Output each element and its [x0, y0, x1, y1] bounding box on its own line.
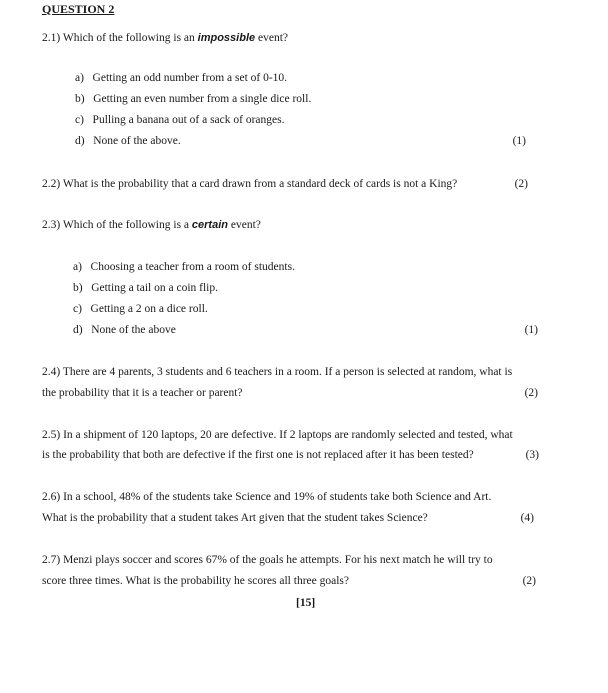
question-2-1-emphasis: impossible	[197, 32, 256, 44]
question-2-5-marks: (3)	[525, 449, 539, 461]
question-2-7-line-2: score three times. What is the probability he scores all three goals?	[42, 575, 349, 587]
question-2-3-option-c: c) Getting a 2 on a dice roll.	[73, 303, 208, 315]
question-2-4-marks: (2)	[524, 387, 538, 399]
question-2-1-marks: (1)	[512, 135, 526, 147]
question-2-3-prefix: 2.3) Which of the following is a	[42, 219, 192, 231]
question-2-2: 2.2) What is the probability that a card drawn from a standard deck of cards is not a King?	[42, 178, 458, 190]
question-2-3-suffix: event?	[227, 219, 261, 231]
question-2-3	[42, 218, 261, 232]
question-2-1	[42, 31, 288, 45]
question-2-6-line-1: 2.6) In a school, 48% of the students take Science and 19% of students take both Science and Art.	[42, 491, 492, 503]
question-2-6-marks: (4)	[520, 512, 534, 524]
question-2-3-marks: (1)	[524, 324, 538, 336]
question-2-1-prefix: 2.1) Which of the following is an	[42, 32, 198, 44]
question-2-1-option-d: d) None of the above.	[75, 135, 181, 147]
question-2-3-option-d: d) None of the above	[73, 324, 176, 336]
section-heading: QUESTION 2	[42, 2, 115, 16]
question-2-4-line-1: 2.4) There are 4 parents, 3 students and 6 teachers in a room. If a person is selected at random, what is	[42, 366, 513, 378]
question-2-1-suffix: event?	[255, 32, 289, 44]
question-2-5-line-1: 2.5) In a shipment of 120 laptops, 20 are defective. If 2 laptops are randomly selected and tested, what	[42, 429, 513, 441]
question-2-4-line-2: the probability that it is a teacher or parent?	[42, 387, 243, 399]
question-2-2-marks: (2)	[514, 178, 528, 190]
question-2-3-option-a: a) Choosing a teacher from a room of students.	[73, 261, 295, 273]
question-2-1-option-b: b) Getting an even number from a single dice roll.	[75, 93, 312, 105]
question-2-7-marks: (2)	[522, 575, 536, 587]
question-2-1-option-a: a) Getting an odd number from a set of 0-10.	[75, 72, 288, 84]
question-2-6-line-2: What is the probability that a student takes Art given that the student takes Science?	[42, 512, 428, 524]
question-2-1-option-c: c) Pulling a banana out of a sack of oranges.	[75, 114, 285, 126]
question-2-7-line-1: 2.7) Menzi plays soccer and scores 67% of the goals he attempts. For his next match he will try to	[42, 554, 493, 566]
total-marks: [15]	[296, 597, 316, 609]
question-2-3-option-b: b) Getting a tail on a coin flip.	[73, 282, 218, 294]
question-2-5-line-2: is the probability that both are defective if the first one is not replaced after it has been tested?	[42, 449, 474, 461]
question-2-3-emphasis: certain	[191, 219, 228, 231]
